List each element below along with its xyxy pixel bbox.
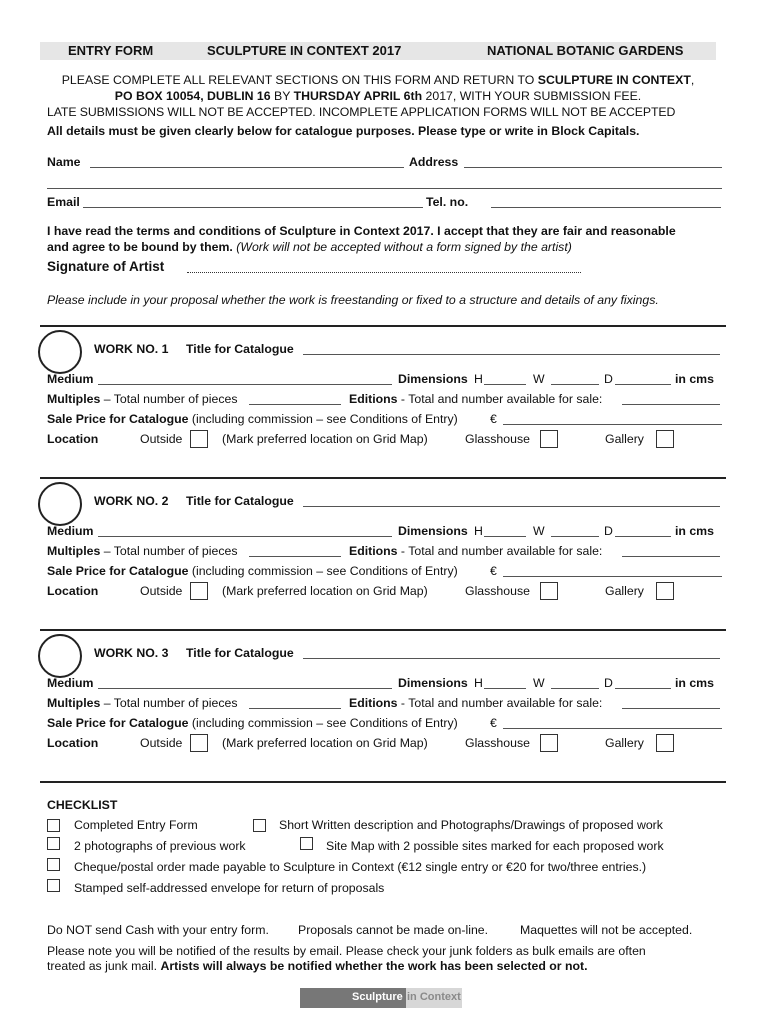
entry-form-title: ENTRY FORM [68,43,154,58]
outside-checkbox[interactable] [190,734,208,752]
work-title: WORK NO. 2 [94,494,169,508]
section-divider [40,477,726,479]
editions-label: Editions - Total and number available for sale: [349,696,603,710]
height-label: H [474,524,483,538]
logo-text-in-context: in Context [407,991,461,1003]
sale-price-field[interactable] [503,728,722,729]
multiples-field[interactable] [249,708,341,709]
outside-label: Outside [140,736,183,750]
in-cms-label: in cms [675,372,714,386]
checklist-checkbox-cheque[interactable] [47,858,60,871]
glasshouse-label: Glasshouse [465,432,530,446]
email-label: Email [47,195,80,209]
checklist-checkbox-photographs[interactable] [47,837,60,850]
depth-label: D [604,676,613,690]
address-field-line-2[interactable] [47,188,722,189]
multiples-label: Multiples – Total number of pieces [47,544,238,558]
signature-field[interactable] [187,272,581,273]
form-header [40,42,716,60]
gallery-label: Gallery [605,432,644,446]
width-field[interactable] [551,688,599,689]
glasshouse-label: Glasshouse [465,736,530,750]
checklist-checkbox-entry-form[interactable] [47,819,60,832]
multiples-field[interactable] [249,404,341,405]
grid-map-note: (Mark preferred location on Grid Map) [222,736,428,750]
editions-field[interactable] [622,556,720,557]
depth-label: D [604,524,613,538]
euro-sign: € [490,412,497,426]
gallery-label: Gallery [605,736,644,750]
depth-label: D [604,372,613,386]
signature-label: Signature of Artist [47,259,165,274]
height-field[interactable] [484,536,526,537]
checklist-item-site-map: Site Map with 2 possible sites marked for each proposed work [326,839,664,853]
title-catalogue-field[interactable] [303,354,720,355]
checklist-item-envelope: Stamped self-addressed envelope for return of proposals [74,881,385,895]
venue-title: NATIONAL BOTANIC GARDENS [487,43,684,58]
width-label: W [533,372,545,386]
sale-price-label: Sale Price for Catalogue (including commission – see Conditions of Entry) [47,412,458,426]
intro-line-4: All details must be given clearly below for catalogue purposes. Please type or write in Block Capitals. [47,124,640,138]
event-title: SCULPTURE IN CONTEXT 2017 [207,43,402,58]
checklist-item-cheque: Cheque/postal order made payable to Sculpture in Context (€12 single entry or €20 for two/three entries.) [74,860,647,874]
checklist-divider [40,781,726,783]
width-field[interactable] [551,536,599,537]
gallery-checkbox[interactable] [656,582,674,600]
title-catalogue-field[interactable] [303,506,720,507]
checklist-checkbox-site-map[interactable] [300,837,313,850]
height-field[interactable] [484,384,526,385]
notify-line-1: Please note you will be notified of the results by email. Please check your junk folders as bulk emails are often [47,944,646,958]
grid-map-note: (Mark preferred location on Grid Map) [222,584,428,598]
glasshouse-checkbox[interactable] [540,582,558,600]
glasshouse-checkbox[interactable] [540,430,558,448]
title-catalogue-label: Title for Catalogue [186,342,294,356]
dimensions-label: Dimensions [398,524,468,538]
gallery-checkbox[interactable] [656,430,674,448]
no-maquettes-note: Maquettes will not be accepted. [520,923,693,937]
terms-line-1: I have read the terms and conditions of Sculpture in Context 2017. I accept that they are fair and reasonable [47,224,676,238]
proposal-note: Please include in your proposal whether the work is freestanding or fixed to a structure and details of any fixings. [47,293,659,307]
height-label: H [474,676,483,690]
tel-label: Tel. no. [426,195,469,209]
work-number-circle [38,330,82,374]
intro-line-1: PLEASE COMPLETE ALL RELEVANT SECTIONS ON THIS FORM AND RETURN TO SCULPTURE IN CONTEXT, [61,73,695,87]
work-title: WORK NO. 3 [94,646,169,660]
intro-line-3: LATE SUBMISSIONS WILL NOT BE ACCEPTED. INCOMPLETE APPLICATION FORMS WILL NOT BE ACCEPTED [47,105,676,119]
height-field[interactable] [484,688,526,689]
depth-field[interactable] [615,536,671,537]
gallery-checkbox[interactable] [656,734,674,752]
euro-sign: € [490,564,497,578]
notify-line-2: treated as junk mail. Artists will always be notified whether the work has been selected or not. [47,959,588,973]
width-label: W [533,524,545,538]
width-label: W [533,676,545,690]
medium-field[interactable] [98,536,392,537]
outside-label: Outside [140,432,183,446]
multiples-field[interactable] [249,556,341,557]
euro-sign: € [490,716,497,730]
editions-label: Editions - Total and number available for sale: [349,544,603,558]
medium-field[interactable] [98,688,392,689]
gallery-label: Gallery [605,584,644,598]
editions-field[interactable] [622,708,720,709]
intro-line-2: PO BOX 10054, DUBLIN 16 BY THURSDAY APRIL 6th 2017, WITH YOUR SUBMISSION FEE. [114,89,642,103]
outside-checkbox[interactable] [190,582,208,600]
checklist-item-photographs: 2 photographs of previous work [74,839,246,853]
medium-label: Medium [47,676,94,690]
checklist-checkbox-envelope[interactable] [47,879,60,892]
sale-price-field[interactable] [503,576,722,577]
work-number-circle [38,634,82,678]
location-label: Location [47,432,99,446]
depth-field[interactable] [615,384,671,385]
medium-label: Medium [47,372,94,386]
dimensions-label: Dimensions [398,372,468,386]
checklist-item-description: Short Written description and Photographs/Drawings of proposed work [279,818,663,832]
sale-price-label: Sale Price for Catalogue (including commission – see Conditions of Entry) [47,716,458,730]
name-field[interactable] [90,167,404,168]
no-online-note: Proposals cannot be made on-line. [298,923,489,937]
section-divider [40,629,726,631]
editions-field[interactable] [622,404,720,405]
section-divider [40,325,726,327]
sculpture-in-context-logo [300,988,462,1008]
checklist-item-entry-form: Completed Entry Form [74,818,198,832]
glasshouse-label: Glasshouse [465,584,530,598]
logo-text-sculpture: Sculpture [352,991,403,1003]
address-label: Address [409,155,459,169]
checklist-checkbox-description[interactable] [253,819,266,832]
multiples-label: Multiples – Total number of pieces [47,696,238,710]
medium-field[interactable] [98,384,392,385]
editions-label: Editions - Total and number available for sale: [349,392,603,406]
outside-label: Outside [140,584,183,598]
sale-price-field[interactable] [503,424,722,425]
multiples-label: Multiples – Total number of pieces [47,392,238,406]
address-field[interactable] [464,167,722,168]
sale-price-label: Sale Price for Catalogue (including commission – see Conditions of Entry) [47,564,458,578]
dimensions-label: Dimensions [398,676,468,690]
in-cms-label: in cms [675,524,714,538]
in-cms-label: in cms [675,676,714,690]
work-title: WORK NO. 1 [94,342,169,356]
depth-field[interactable] [615,688,671,689]
checklist-heading: CHECKLIST [47,798,118,812]
glasshouse-checkbox[interactable] [540,734,558,752]
title-catalogue-field[interactable] [303,658,720,659]
title-catalogue-label: Title for Catalogue [186,494,294,508]
title-catalogue-label: Title for Catalogue [186,646,294,660]
outside-checkbox[interactable] [190,430,208,448]
no-cash-note: Do NOT send Cash with your entry form. [47,923,269,937]
location-label: Location [47,584,99,598]
email-field[interactable] [83,207,423,208]
width-field[interactable] [551,384,599,385]
terms-line-2: and agree to be bound by them. (Work will not be accepted without a form signed by the artist) [47,240,572,254]
name-label: Name [47,155,81,169]
work-number-circle [38,482,82,526]
grid-map-note: (Mark preferred location on Grid Map) [222,432,428,446]
medium-label: Medium [47,524,94,538]
location-label: Location [47,736,99,750]
height-label: H [474,372,483,386]
tel-field[interactable] [491,207,721,208]
